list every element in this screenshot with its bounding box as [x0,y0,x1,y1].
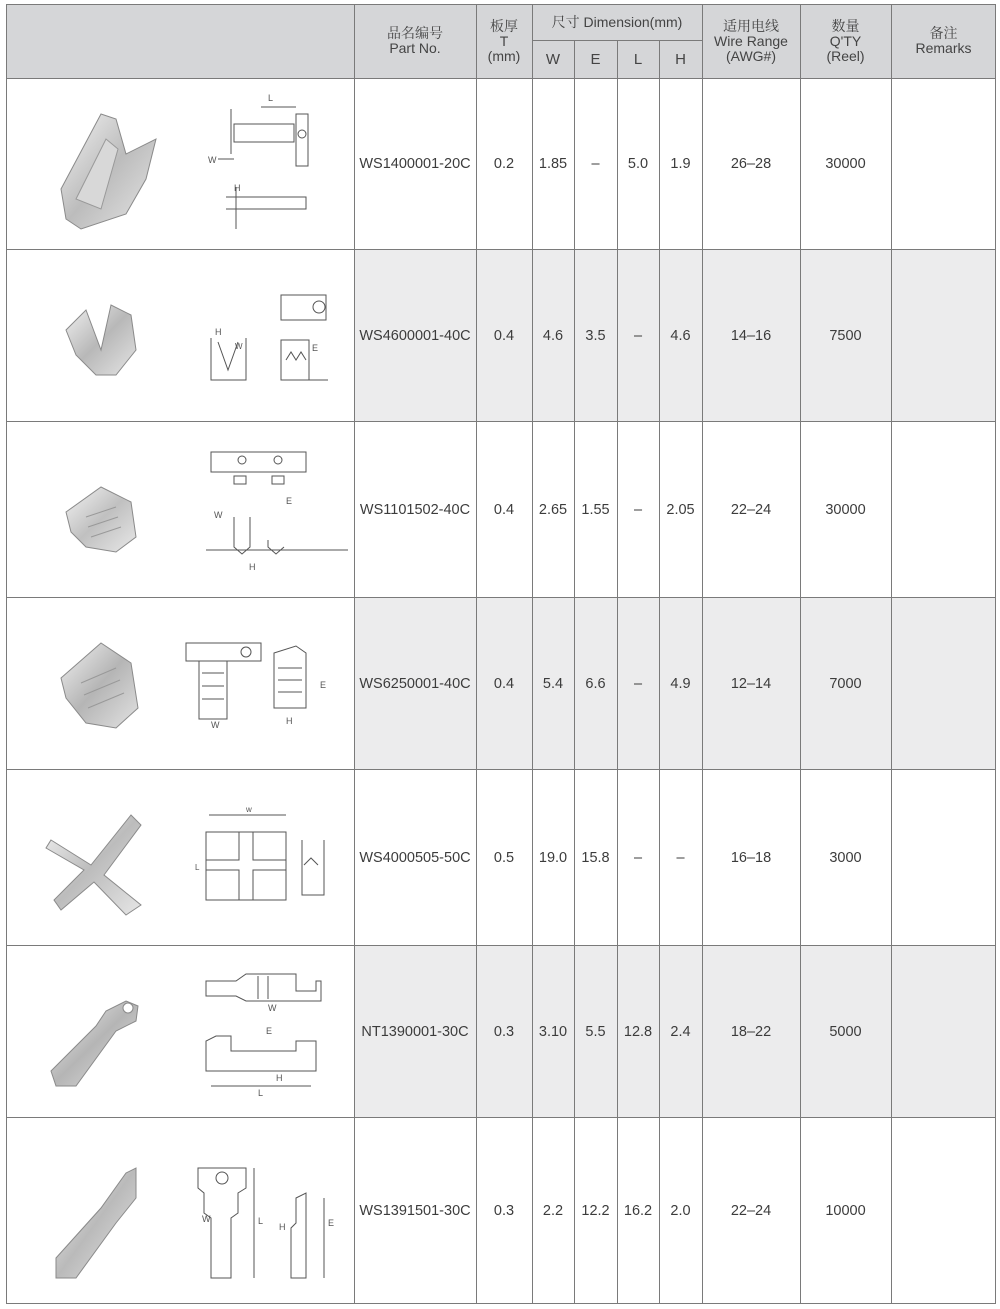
dim-label-e: E [286,496,293,506]
terminal-drawing [6,422,354,597]
wire-range-value: 22–24 [730,501,772,518]
header-dim-h-label: H [675,50,686,68]
remarks-value [891,250,995,421]
dim-label-h: H [286,716,293,726]
header-wire-cn: 适用电线 [723,17,779,34]
header-dim-w-label: W [545,50,561,68]
dim-e-value: 15.8 [581,849,610,866]
wire-range-value: 14–16 [730,327,772,344]
dim-e-value: 3.5 [585,327,606,344]
grid-line [6,1303,996,1304]
qty-value: 5000 [829,1023,862,1040]
header-thickness [476,4,532,78]
part-number: WS1391501-30C [359,1202,471,1219]
dim-l-value: 16.2 [623,1202,653,1219]
product-illustration [6,1118,354,1303]
remarks-value [891,1118,995,1303]
thickness-value: 0.3 [493,1023,515,1040]
product-illustration [6,422,354,597]
dim-w-value: 19.0 [538,849,568,866]
header-wire-en: Wire Range [714,32,788,49]
dim-label-h: H [215,327,222,337]
thickness-value: 0.4 [493,675,515,692]
header-part-en: Part No. [389,40,441,56]
header-dim-e [574,40,617,78]
terminal-drawing [6,250,354,421]
part-number: WS1101502-40C [359,501,471,518]
dim-w-value: 3.10 [538,1023,568,1040]
header-remarks [891,4,996,78]
dim-label-h: H [279,1222,286,1232]
header-dim-w [532,40,574,78]
terminal-drawing [6,79,354,249]
remarks-value [891,422,995,597]
product-illustration [6,598,354,769]
dim-e-value: 6.6 [585,675,606,692]
header-thick-unit: (mm) [487,47,521,64]
dim-l-value: – [633,501,643,518]
remarks-value [891,770,995,945]
dim-label-w: w [246,805,252,814]
part-number: NT1390001-30C [361,1023,469,1040]
thickness-value: 0.4 [493,501,515,518]
dim-label-l: L [258,1088,264,1098]
thickness-value: 0.3 [493,1202,515,1219]
terminal-drawing [6,1118,354,1303]
terminal-drawing [6,946,354,1117]
dim-e-value: 1.55 [581,501,610,518]
product-illustration [6,946,354,1117]
dim-label-h: H [276,1073,283,1083]
dim-label-h: H [234,183,241,193]
dim-label-w: W [214,510,223,520]
dim-w-value: 5.4 [542,675,564,692]
qty-value: 10000 [825,1202,866,1219]
qty-value: 7500 [829,327,862,344]
header-dim-e-label: E [590,50,601,68]
remarks-value [891,598,995,769]
dim-label-w: W [211,720,220,730]
dim-w-value: 4.6 [542,327,564,344]
qty-value: 30000 [825,501,866,518]
dim-h-value: – [676,849,685,866]
dim-l-value: 5.0 [627,156,649,172]
dim-h-value: 4.9 [670,675,691,692]
dim-label-e: E [328,1218,335,1228]
thickness-value: 0.4 [493,327,515,344]
part-number: WS4000505-50C [359,849,471,866]
wire-range-value: 18–22 [730,1023,772,1040]
product-illustration [6,79,354,249]
header-dim-l-label: L [633,50,643,68]
dim-l-value: – [633,675,643,692]
wire-range-value: 22–24 [730,1202,772,1219]
dim-label-w: W [208,155,217,165]
dim-h-value: 1.9 [670,156,691,172]
dim-h-value: 4.6 [670,327,691,344]
dim-label-h: H [249,562,256,572]
header-thick-t: T [499,32,509,49]
part-number: WS6250001-40C [359,675,471,692]
dim-w-value: 2.2 [542,1202,564,1219]
wire-range-value: 26–28 [730,156,772,172]
dim-label-e: E [320,680,327,690]
product-illustration [6,770,354,945]
dim-label-w: W [202,1214,211,1224]
header-part-no [354,4,476,78]
product-table [6,4,996,1304]
dim-label-l: L [258,1216,264,1226]
qty-value: 7000 [829,675,862,692]
dim-e-value: 5.5 [585,1023,606,1040]
dim-h-value: 2.05 [666,501,695,518]
wire-range-value: 16–18 [730,849,772,866]
dim-label-l: L [268,93,274,103]
dim-h-value: 2.4 [670,1023,691,1040]
header-dim-title: 尺寸 Dimension(mm) [551,13,683,30]
qty-value: 30000 [825,156,866,172]
thickness-value: 0.5 [493,849,515,866]
dim-label-e: E [266,1026,273,1036]
header-part-cn: 品名编号 [387,25,443,41]
dim-label-w: W [268,1003,277,1013]
remarks-value [891,946,995,1117]
product-illustration [6,250,354,421]
header-qty-reel: (Reel) [826,47,865,64]
dim-label-w: W [235,342,243,351]
grid-line [995,4,996,1304]
header-dim-l [617,40,659,78]
part-number: WS1400001-20C [359,156,471,172]
dim-w-value: 1.85 [538,156,568,172]
header-qty [800,4,891,78]
dim-h-value: 2.0 [670,1202,691,1219]
header-wire-range [702,4,800,78]
dim-label-l: L [195,863,200,872]
dim-e-value: – [591,156,600,172]
dim-w-value: 2.65 [538,501,568,518]
header-thick-cn: 板厚 [490,17,518,34]
header-qty-en: Q'TY [829,32,862,49]
header-dimension [532,4,702,40]
terminal-drawing [6,770,354,945]
dim-l-value: 12.8 [623,1023,653,1040]
dim-label-e: E [312,343,319,353]
dim-e-value: 12.2 [581,1202,610,1219]
grid-line [6,4,996,5]
wire-range-value: 12–14 [730,675,772,692]
part-number: WS4600001-40C [359,327,471,344]
header-qty-cn: 数量 [831,17,860,34]
remarks-value [891,79,995,249]
header-rem-cn: 备注 [929,25,958,41]
header-rem-en: Remarks [915,40,972,56]
dim-l-value: – [633,327,643,344]
header-wire-awg: (AWG#) [725,47,777,64]
header-dim-h [659,40,702,78]
terminal-drawing [6,598,354,769]
dim-l-value: – [633,849,643,866]
qty-value: 3000 [829,849,862,866]
thickness-value: 0.2 [493,156,515,172]
